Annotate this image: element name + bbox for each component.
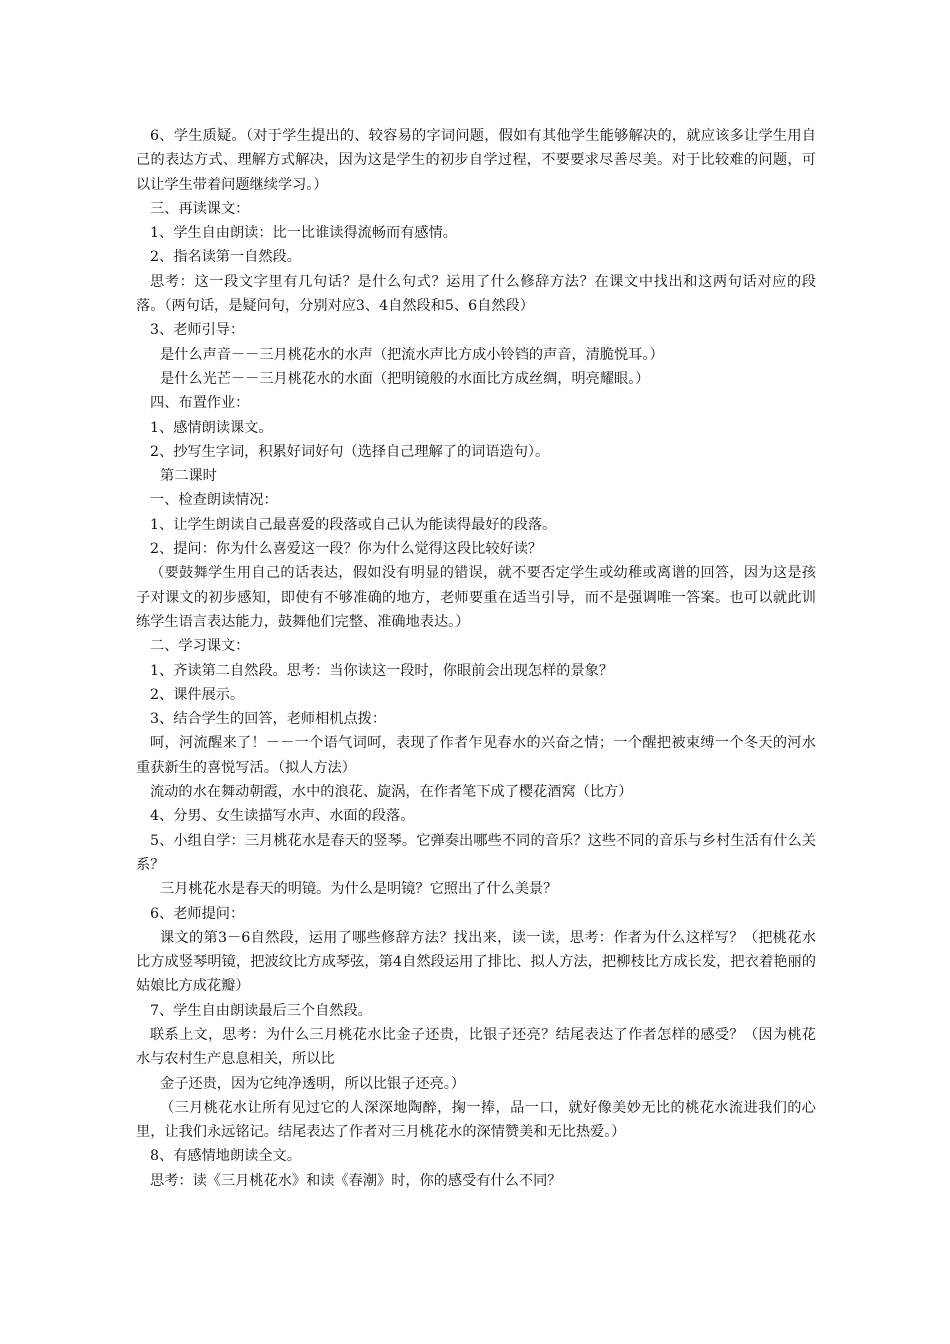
- paragraph: 呵，河流醒来了！－－一个语气词呵，表现了作者乍见春水的兴奋之情；一个醒把被束缚一个冬天的河水重获新生的喜悦写活。（拟人方法）: [136, 735, 816, 776]
- paragraph: 金子还贵，因为它纯净透明，所以比银子还亮。）: [160, 1075, 466, 1092]
- paragraph: 3、结合学生的回答，老师相机点拨：: [150, 711, 387, 728]
- paragraph: （三月桃花水让所有见过它的人深深地陶醉，掬一捧，品一口，就好像美妙无比的桃花水流进我们的心里，让我们永远铭记。结尾表达了作者对三月桃花水的深情赞美和无比热爱。）: [136, 1099, 816, 1141]
- paragraph: 1、感情朗读课文。: [150, 419, 273, 436]
- paragraph: 2、指名读第一自然段。: [150, 249, 301, 266]
- paragraph: 二、学习课文：: [150, 638, 250, 655]
- paragraph: 三、再读课文：: [150, 200, 250, 217]
- paragraph: 是什么声音－－三月桃花水的水声（把流水声比方成小铃铛的声音，清脆悦耳。）: [160, 346, 664, 363]
- paragraph: 6、老师提问：: [150, 905, 245, 922]
- paragraph: 流动的水在舞动朝霞，水中的浪花、旋涡，在作者笔下成了樱花酒窝（比方）: [150, 784, 633, 801]
- paragraph: 3、老师引导：: [150, 322, 245, 339]
- paragraph: 思考：读《三月桃花水》和读《春潮》时，你的感受有什么不同？: [150, 1172, 562, 1189]
- paragraph: 4、分男、女生读描写水声、水面的段落。: [150, 808, 415, 825]
- document-body: [136, 124, 816, 1193]
- paragraph: 6、学生质疑。（对于学生提出的、较容易的字词问题，假如有其他学生能够解决的，就应该多让学生用自己的表达方式、理解方式解决，因为这是学生的初步自学过程，不要要求尽善尽美。对于比较难的问题，可以让学生带着问题继续学习。）: [136, 128, 816, 193]
- paragraph: 第二课时: [160, 468, 217, 485]
- paragraph: 1、齐读第二自然段。思考：当你读这一段时，你眼前会出现怎样的景象？: [150, 662, 614, 679]
- paragraph: 课文的第3－6自然段，运用了哪些修辞方法？找出来，读一读，思考：作者为什么这样写？（把桃花水比方成竖琴明镜，把波纹比方成琴弦，第4自然段运用了排比、拟人方法，把柳枝比方成长发，把衣着艳丽的姑娘比方成花瓣）: [136, 929, 816, 995]
- paragraph: 1、学生自由朗读：比一比谁读得流畅而有感情。: [150, 225, 457, 242]
- paragraph: 联系上文，思考：为什么三月桃花水比金子还贵，比银子还亮？结尾表达了作者怎样的感受？（因为桃花水与农村生产息息相关，所以比: [136, 1026, 816, 1068]
- paragraph: 思考：这一段文字里有几句话？是什么句式？运用了什么修辞方法？在课文中找出和这两句话对应的段落。（两句话，是疑问句，分别对应3、4自然段和5、6自然段）: [136, 273, 816, 315]
- paragraph: 三月桃花水是春天的明镜。为什么是明镜？它照出了什么美景？: [160, 881, 558, 898]
- paragraph: 8、有感情地朗读全文。: [150, 1148, 301, 1165]
- paragraph: 一、检查朗读情况：: [150, 492, 278, 509]
- paragraph: 1、让学生朗读自己最喜爱的段落或自己认为能读得最好的段落。: [150, 516, 557, 533]
- paragraph: 四、布置作业：: [150, 395, 250, 412]
- paragraph: 2、提问：你为什么喜爱这一段？你为什么觉得这段比较好读？: [150, 541, 543, 558]
- paragraph: 7、学生自由朗读最后三个自然段。: [150, 1002, 372, 1019]
- paragraph: 2、抄写生字词，积累好词好句（选择自己理解了的词语造句）。: [150, 443, 550, 460]
- paragraph: 2、课件展示。: [150, 686, 245, 703]
- paragraph: 是什么光芒－－三月桃花水的水面（把明镜般的水面比方成丝绸，明亮耀眼。）: [160, 370, 650, 387]
- paragraph: 5、小组自学：三月桃花水是春天的竖琴。它弹奏出哪些不同的音乐？这些不同的音乐与乡村生活有什么关系？: [136, 832, 816, 873]
- paragraph: （要鼓舞学生用自己的话表达，假如没有明显的错误，就不要否定学生或幼稚或离谱的回答，因为这是孩子对课文的初步感知，即使有不够准确的地方，老师要重在适当引导，而不是强调唯一答案。也可以就此训练学生语言表达能力，鼓舞他们完整、准确地表达。）: [136, 565, 816, 630]
